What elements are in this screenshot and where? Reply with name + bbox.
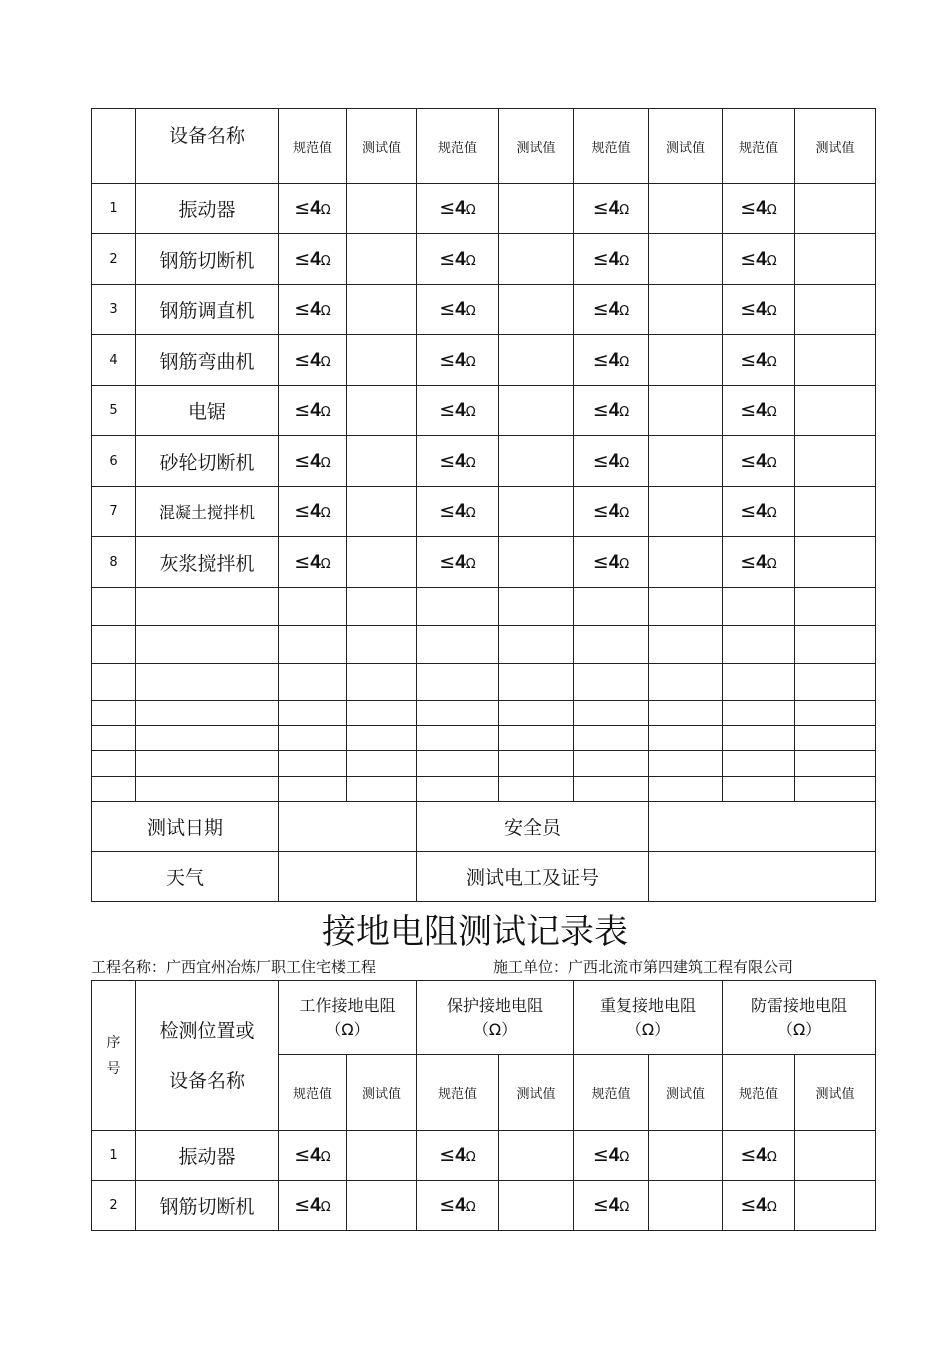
page-title: 接地电阻测试记录表	[322, 912, 628, 952]
header-seq-cell	[92, 109, 136, 184]
spec-unit: Ω	[320, 455, 331, 471]
safety-officer-value[interactable]	[649, 802, 876, 852]
spec-unit: Ω	[619, 1150, 630, 1165]
spec-value	[279, 1181, 347, 1231]
test-value[interactable]	[499, 184, 574, 234]
empty-row	[92, 626, 876, 664]
test-value[interactable]	[795, 537, 876, 588]
spec-unit: Ω	[766, 1150, 777, 1165]
spec-symbol: ≤	[294, 197, 311, 219]
test-value[interactable]	[795, 184, 876, 234]
test-value[interactable]	[499, 234, 574, 285]
spec-unit: Ω	[766, 455, 777, 471]
test-value[interactable]	[795, 1131, 876, 1181]
test-value[interactable]	[347, 335, 417, 386]
test-value[interactable]	[649, 537, 723, 588]
table-row	[92, 386, 876, 436]
spec-number: 4	[608, 1145, 620, 1166]
spec-unit: Ω	[320, 1200, 331, 1215]
spec-number: 4	[310, 400, 321, 421]
spec-unit: Ω	[766, 1200, 777, 1215]
spec-number: 4	[756, 400, 767, 421]
spec-unit: Ω	[320, 506, 331, 521]
empty-row	[92, 588, 876, 626]
test-value[interactable]	[649, 234, 723, 285]
device-label: 设备名称	[168, 1069, 245, 1092]
spec-number: 4	[756, 198, 767, 219]
test-value[interactable]	[347, 537, 417, 588]
weather-label: 天气	[92, 852, 279, 902]
test-value[interactable]	[499, 436, 574, 487]
spec-symbol: ≤	[592, 298, 609, 320]
header-col: 规范值	[417, 109, 499, 184]
spec-number: 4	[310, 551, 321, 573]
spec-unit: Ω	[766, 304, 777, 319]
spec-unit: Ω	[619, 203, 630, 218]
test-value[interactable]	[347, 184, 417, 234]
spec-number: 4	[310, 450, 321, 472]
test-value[interactable]	[795, 487, 876, 537]
test-value[interactable]	[795, 436, 876, 487]
row-number: 7	[92, 487, 136, 537]
spec-unit: Ω	[619, 506, 630, 521]
spec-symbol: ≤	[592, 1144, 609, 1166]
spec-symbol: ≤	[740, 247, 757, 270]
spec-value	[279, 487, 347, 537]
device-name: 混凝土搅拌机	[136, 487, 279, 537]
header-col: 测试值	[347, 109, 417, 184]
header-col: 测试值	[795, 1055, 876, 1131]
spec-number: 4	[310, 198, 321, 219]
spec-number: 4	[756, 349, 767, 371]
spec-number: 4	[455, 450, 466, 472]
spec-number: 4	[455, 400, 466, 421]
test-value[interactable]	[347, 436, 417, 487]
spec-number: 4	[756, 450, 767, 472]
device-name: 钢筋弯曲机	[136, 335, 279, 386]
table-row	[92, 285, 876, 335]
project-name: 工程名称：广西宜州冶炼厂职工住宅楼工程	[91, 958, 377, 976]
spec-unit: Ω	[465, 354, 476, 370]
spec-value	[723, 335, 795, 386]
table-row	[92, 234, 876, 285]
spec-number: 4	[756, 299, 767, 320]
header-col: 规范值	[723, 1055, 795, 1131]
table-row	[92, 537, 876, 588]
device-name: 电锯	[136, 386, 279, 436]
spec-symbol: ≤	[439, 348, 456, 371]
spec-symbol: ≤	[740, 1194, 757, 1216]
spec-value	[723, 386, 795, 436]
spec-value	[723, 537, 795, 588]
electrician-label: 测试电工及证号	[417, 852, 649, 902]
spec-unit: Ω	[320, 253, 331, 269]
spec-value	[574, 1181, 649, 1231]
spec-symbol: ≤	[740, 500, 757, 522]
spec-symbol: ≤	[439, 298, 456, 320]
spec-number: 4	[756, 551, 767, 573]
spec-value	[417, 285, 499, 335]
test-value[interactable]	[649, 487, 723, 537]
spec-value	[723, 1181, 795, 1231]
spec-number: 4	[455, 198, 466, 219]
test-value[interactable]	[499, 386, 574, 436]
spec-unit: Ω	[465, 253, 476, 269]
test-date-label: 测试日期	[92, 802, 279, 852]
spec-number: 4	[608, 551, 620, 573]
test-value[interactable]	[499, 1181, 574, 1231]
spec-number: 4	[455, 551, 466, 573]
spec-symbol: ≤	[294, 298, 311, 320]
spec-symbol: ≤	[740, 550, 757, 573]
spec-value	[279, 285, 347, 335]
test-value[interactable]	[649, 1131, 723, 1181]
spec-symbol: ≤	[740, 348, 757, 371]
test-value[interactable]	[795, 285, 876, 335]
spec-symbol: ≤	[592, 197, 609, 219]
location-header	[136, 981, 279, 1131]
spec-value	[417, 487, 499, 537]
spec-value	[279, 335, 347, 386]
spec-number: 4	[608, 198, 620, 219]
spec-unit: Ω	[320, 203, 331, 218]
test-value[interactable]	[649, 184, 723, 234]
spec-number: 4	[310, 501, 321, 522]
spec-symbol: ≤	[294, 1144, 311, 1166]
seq-char-a: 序	[106, 1034, 121, 1051]
footer-row-weather	[92, 852, 876, 902]
spec-value	[723, 285, 795, 335]
spec-number: 4	[310, 248, 321, 270]
test-value[interactable]	[347, 487, 417, 537]
spec-value	[417, 184, 499, 234]
spec-value	[574, 436, 649, 487]
spec-value	[723, 436, 795, 487]
table-row	[92, 436, 876, 487]
spec-value	[574, 184, 649, 234]
spec-unit: Ω	[320, 556, 331, 572]
spec-value	[417, 537, 499, 588]
spec-number: 4	[756, 1195, 767, 1216]
row-number: 3	[92, 285, 136, 335]
test-value[interactable]	[649, 386, 723, 436]
spec-value	[574, 1131, 649, 1181]
weather-value[interactable]	[279, 852, 417, 902]
safety-officer-label: 安全员	[417, 802, 649, 852]
spec-number: 4	[608, 450, 620, 472]
spec-symbol: ≤	[592, 348, 609, 371]
device-name: 钢筋切断机	[136, 234, 279, 285]
spec-symbol: ≤	[592, 399, 609, 421]
header-col: 规范值	[279, 109, 347, 184]
spec-unit: Ω	[320, 354, 331, 370]
test-value[interactable]	[649, 436, 723, 487]
spec-value	[723, 184, 795, 234]
spec-value	[574, 386, 649, 436]
spec-unit: Ω	[465, 1150, 476, 1165]
header-device-name: 设备名称	[136, 109, 279, 184]
table-row	[92, 1131, 876, 1181]
spec-number: 4	[608, 501, 620, 522]
spec-number: 4	[756, 1145, 767, 1166]
seq-char-b: 号	[106, 1060, 121, 1077]
spec-value	[574, 285, 649, 335]
row-number: 6	[92, 436, 136, 487]
contractor-name: 施工单位：广西北流市第四建筑工程有限公司	[493, 958, 794, 976]
spec-symbol: ≤	[740, 399, 757, 421]
group-header-working: 工作接地电阻 （Ω）	[279, 981, 417, 1055]
spec-number: 4	[310, 1145, 321, 1166]
spec-value	[417, 234, 499, 285]
group-header-repeated: 重复接地电阻 （Ω）	[574, 981, 723, 1055]
spec-unit: Ω	[619, 253, 630, 269]
electrician-value[interactable]	[649, 852, 876, 902]
spec-value	[279, 436, 347, 487]
header-col: 测试值	[795, 109, 876, 184]
spec-unit: Ω	[766, 203, 777, 218]
spec-unit: Ω	[465, 304, 476, 319]
test-value[interactable]	[649, 335, 723, 386]
test-value[interactable]	[347, 1181, 417, 1231]
spec-value	[279, 234, 347, 285]
test-value[interactable]	[499, 285, 574, 335]
header-col: 规范值	[723, 109, 795, 184]
spec-symbol: ≤	[740, 1144, 757, 1166]
spec-unit: Ω	[320, 304, 331, 319]
spec-unit: Ω	[766, 354, 777, 370]
header-col: 规范值	[417, 1055, 499, 1131]
spec-number: 4	[455, 299, 466, 320]
test-value[interactable]	[499, 335, 574, 386]
spec-symbol: ≤	[294, 247, 311, 270]
spec-symbol: ≤	[439, 1144, 456, 1166]
spec-value	[574, 487, 649, 537]
spec-number: 4	[310, 299, 321, 320]
spec-number: 4	[455, 1145, 466, 1166]
spec-value	[417, 335, 499, 386]
spec-unit: Ω	[465, 405, 476, 420]
table-row	[92, 335, 876, 386]
test-value[interactable]	[499, 487, 574, 537]
spec-symbol: ≤	[294, 348, 311, 371]
spec-unit: Ω	[465, 506, 476, 521]
spec-value	[417, 1131, 499, 1181]
spec-value	[279, 1131, 347, 1181]
project-info-line	[91, 956, 875, 978]
spec-unit: Ω	[619, 304, 630, 319]
spec-unit: Ω	[320, 1150, 331, 1165]
header-col: 测试值	[649, 109, 723, 184]
spec-unit: Ω	[619, 405, 630, 420]
spec-value	[279, 386, 347, 436]
spec-number: 4	[608, 1195, 620, 1216]
test-value[interactable]	[795, 1181, 876, 1231]
test-value[interactable]	[795, 386, 876, 436]
bottom-record-table	[91, 980, 876, 1231]
row-number: 4	[92, 335, 136, 386]
spec-number: 4	[455, 248, 466, 270]
spec-number: 4	[455, 1195, 466, 1216]
spec-unit: Ω	[465, 455, 476, 471]
test-value[interactable]	[649, 1181, 723, 1231]
device-name: 钢筋调直机	[136, 285, 279, 335]
spec-number: 4	[310, 1195, 321, 1216]
row-number: 8	[92, 537, 136, 588]
spec-number: 4	[756, 248, 767, 270]
spec-symbol: ≤	[294, 550, 311, 573]
spec-symbol: ≤	[740, 449, 757, 472]
spec-symbol: ≤	[439, 1194, 456, 1216]
test-value[interactable]	[347, 386, 417, 436]
row-number: 1	[92, 1131, 136, 1181]
spec-number: 4	[608, 349, 620, 371]
row-number: 1	[92, 184, 136, 234]
table-row	[92, 487, 876, 537]
spec-value	[279, 537, 347, 588]
empty-row	[92, 777, 876, 802]
test-date-value[interactable]	[279, 802, 417, 852]
spec-number: 4	[756, 501, 767, 522]
device-name: 钢筋切断机	[136, 1181, 279, 1231]
group-header-lightning: 防雷接地电阻 （Ω）	[723, 981, 876, 1055]
test-value[interactable]	[499, 1131, 574, 1181]
spec-value	[279, 184, 347, 234]
row-number: 5	[92, 386, 136, 436]
location-label: 检测位置或	[159, 1019, 255, 1042]
header-col: 测试值	[499, 1055, 574, 1131]
spec-symbol: ≤	[439, 449, 456, 472]
header-col: 规范值	[279, 1055, 347, 1131]
device-name: 振动器	[136, 1131, 279, 1181]
spec-symbol: ≤	[592, 500, 609, 522]
test-value[interactable]	[795, 234, 876, 285]
spec-symbol: ≤	[592, 550, 609, 573]
spec-number: 4	[608, 299, 620, 320]
spec-symbol: ≤	[439, 399, 456, 421]
spec-symbol: ≤	[439, 197, 456, 219]
spec-symbol: ≤	[294, 500, 311, 522]
test-value[interactable]	[649, 285, 723, 335]
spec-value	[417, 436, 499, 487]
spec-value	[574, 335, 649, 386]
spec-value	[723, 234, 795, 285]
header-col: 规范值	[574, 109, 649, 184]
spec-unit: Ω	[465, 203, 476, 218]
spec-value	[417, 1181, 499, 1231]
test-value[interactable]	[347, 285, 417, 335]
spec-unit: Ω	[619, 354, 630, 370]
seq-header	[92, 981, 136, 1131]
spec-symbol: ≤	[439, 247, 456, 270]
spec-symbol: ≤	[439, 550, 456, 573]
header-col: 测试值	[347, 1055, 417, 1131]
spec-unit: Ω	[619, 556, 630, 572]
test-value[interactable]	[347, 234, 417, 285]
row-number: 2	[92, 1181, 136, 1231]
footer-row-date	[92, 802, 876, 852]
device-name: 砂轮切断机	[136, 436, 279, 487]
spec-number: 4	[608, 248, 620, 270]
table-row	[92, 184, 876, 234]
spec-symbol: ≤	[294, 449, 311, 472]
header-row	[92, 109, 876, 184]
header-col: 测试值	[499, 109, 574, 184]
header-col: 测试值	[649, 1055, 723, 1131]
spec-unit: Ω	[320, 405, 331, 420]
spec-number: 4	[608, 400, 620, 421]
spec-value	[574, 234, 649, 285]
spec-unit: Ω	[766, 405, 777, 420]
device-name: 振动器	[136, 184, 279, 234]
group-header-protective: 保护接地电阻 （Ω）	[417, 981, 574, 1055]
test-value[interactable]	[795, 335, 876, 386]
spec-symbol: ≤	[294, 1194, 311, 1216]
spec-unit: Ω	[766, 253, 777, 269]
empty-row	[92, 664, 876, 701]
test-value[interactable]	[347, 1131, 417, 1181]
group-header-row	[92, 981, 876, 1055]
spec-symbol: ≤	[740, 298, 757, 320]
spec-symbol: ≤	[592, 247, 609, 270]
spec-symbol: ≤	[740, 197, 757, 219]
spec-symbol: ≤	[592, 449, 609, 472]
spec-value	[417, 386, 499, 436]
spec-value	[574, 537, 649, 588]
spec-unit: Ω	[766, 506, 777, 521]
empty-row	[92, 726, 876, 751]
spec-number: 4	[310, 349, 321, 371]
empty-row	[92, 701, 876, 726]
top-record-table	[91, 108, 876, 902]
spec-unit: Ω	[465, 556, 476, 572]
header-col: 规范值	[574, 1055, 649, 1131]
row-number: 2	[92, 234, 136, 285]
spec-unit: Ω	[766, 556, 777, 572]
spec-value	[723, 1131, 795, 1181]
spec-symbol: ≤	[439, 500, 456, 522]
spec-symbol: ≤	[294, 399, 311, 421]
spec-unit: Ω	[619, 455, 630, 471]
spec-number: 4	[455, 349, 466, 371]
spec-symbol: ≤	[592, 1194, 609, 1216]
spec-unit: Ω	[619, 1200, 630, 1215]
spec-value	[723, 487, 795, 537]
empty-row	[92, 751, 876, 777]
test-value[interactable]	[499, 537, 574, 588]
device-name: 灰浆搅拌机	[136, 537, 279, 588]
table-row	[92, 1181, 876, 1231]
spec-unit: Ω	[465, 1200, 476, 1215]
spec-number: 4	[455, 501, 466, 522]
